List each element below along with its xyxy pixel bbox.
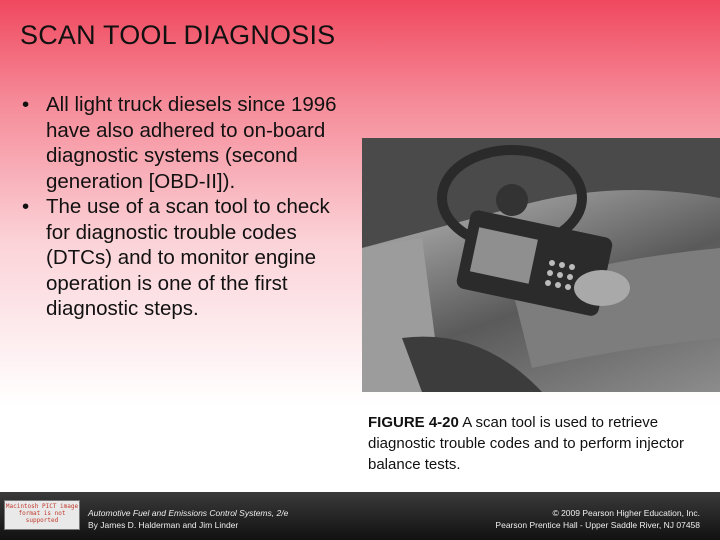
footer-right (495, 507, 700, 531)
figure-label: FIGURE 4-20 (368, 414, 459, 431)
figure-text: A scan tool is used to retrieve diagnostic trouble codes and to perform injector balance tests. (368, 414, 685, 473)
bullet-list (18, 92, 358, 322)
footer-left (88, 507, 288, 531)
logo-text: Macintosh PICT image format is not supported (5, 503, 79, 524)
publisher-text: Pearson Prentice Hall - Upper Saddle River, NJ 07458 (495, 520, 700, 530)
bullet-item (18, 92, 358, 194)
hand-shape (574, 270, 630, 306)
steering-hub-shape (496, 184, 528, 216)
floor-shape (402, 337, 542, 392)
bullet-icon: • (22, 195, 30, 218)
bullet-text: The use of a scan tool to check for diagnostic trouble codes (DTCs) and to monitor engine operation is one of the first diagnostic steps. (46, 195, 330, 320)
figure-caption (368, 412, 708, 475)
book-authors: By James D. Halderman and Jim Linder (88, 520, 239, 530)
scan-tool-photo (362, 138, 720, 392)
bullet-text: All light truck diesels since 1996 have also adhered to on-board diagnostic systems (second generation [OBD-II]). (46, 93, 337, 193)
bullet-item (18, 194, 358, 322)
book-title: Automotive Fuel and Emissions Control Systems, 2/e (88, 508, 289, 518)
footer-bar (0, 492, 720, 540)
copyright-text: © 2009 Pearson Higher Education, Inc. (552, 508, 700, 518)
bullet-icon: • (22, 93, 30, 116)
photo-illustration (362, 138, 720, 392)
scan-tool-keypad (545, 260, 575, 290)
slide-title: SCAN TOOL DIAGNOSIS (20, 20, 336, 50)
publisher-logo (4, 500, 80, 530)
